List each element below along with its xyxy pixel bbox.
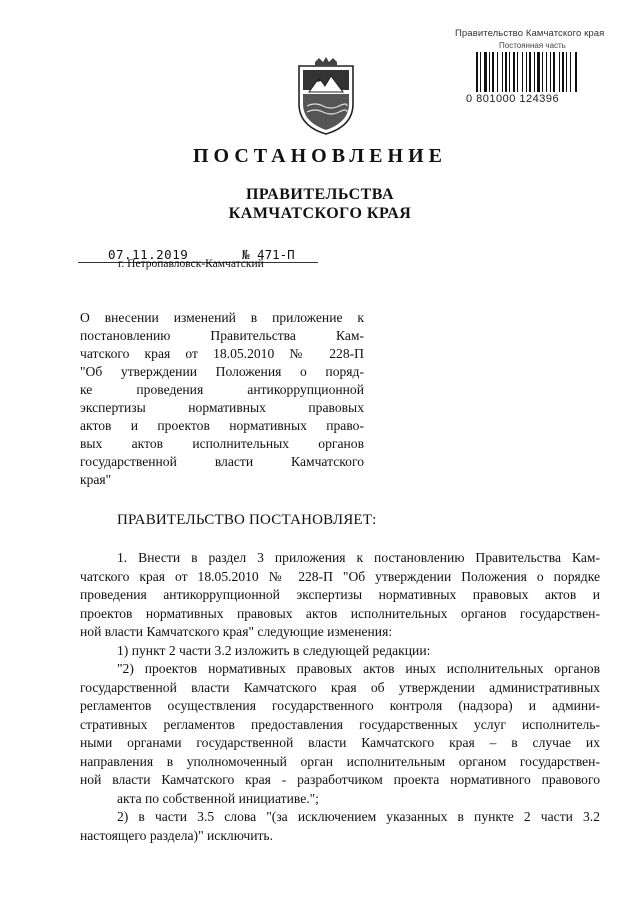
subject-line: постановлению Правительства Кам- [80, 328, 364, 343]
barcode-bar [562, 52, 564, 92]
body-line: чатского края от 18.05.2010 № 228-П "Об утверждении Положения о порядке [80, 568, 600, 584]
subject-block [80, 309, 364, 489]
barcode-bar [513, 52, 515, 92]
document-date: 07.11.2019 [108, 247, 189, 262]
barcode-bar [550, 52, 551, 92]
barcode-bar [546, 52, 547, 92]
barcode-bar [522, 52, 523, 92]
body-line: ными органами государственной власти Камчатского края – в случае их [80, 735, 600, 750]
body-line: 1) пункт 2 части 3.2 изложить в следующей редакции: [117, 642, 431, 658]
barcode-bar [505, 52, 507, 92]
subject-line: актов и проектов нормативных право- [80, 418, 364, 433]
barcode-bar [534, 52, 535, 92]
body-line: регламентов осуществления государственного контроля (надзора) и админи- [80, 698, 600, 713]
resolution-heading: ПРАВИТЕЛЬСТВО ПОСТАНОВЛЯЕТ: [117, 512, 377, 528]
body-line: проектов нормативных правовых актов исполнительных органов государствен- [80, 605, 600, 621]
barcode-number: 0 801000 124396 [466, 93, 560, 105]
body-line: ной власти Камчатского края - разработчиком проекта нормативного правового [80, 772, 600, 787]
stamp-organization: Правительство Камчатского края [455, 28, 605, 39]
barcode [476, 52, 600, 92]
barcode-bar [517, 52, 518, 92]
barcode-bar [492, 52, 494, 92]
barcode-bar [484, 52, 487, 92]
subject-line: чатского края от 18.05.2010 № 228-П [80, 346, 364, 361]
barcode-bar [542, 52, 543, 92]
subject-line: экспертизы нормативных правовых [80, 400, 364, 415]
barcode-bar [526, 52, 527, 92]
issuer-line-1: ПРАВИТЕЛЬСТВА [245, 186, 395, 203]
body-line: ной власти Камчатского края" следующие изменения: [80, 624, 393, 639]
body-line: государственной власти Камчатского края об утверждении административных [80, 679, 600, 695]
subject-line: ке проведения антикоррупционной [80, 382, 364, 397]
subject-line: "Об утверждении Положения о поряд- [80, 364, 364, 379]
subject-line: О внесении изменений в приложение к [80, 310, 364, 325]
barcode-bar [559, 52, 560, 92]
body-line: 1. Внести в раздел 3 приложения к постановлению Правительства Кам- [117, 550, 600, 565]
barcode-bar [476, 52, 478, 92]
document-number: № 471-П [242, 247, 295, 262]
barcode-bar [480, 52, 481, 92]
body-line: "2) проектов нормативных правовых актов иных исполнительных органов [117, 661, 600, 676]
issuer-line-2: КАМЧАТСКОГО КРАЯ [228, 205, 412, 222]
barcode-bar [537, 52, 540, 92]
subject-line: вых актов исполнительных органов [80, 436, 364, 451]
body-text [80, 549, 600, 845]
coat-of-arms-emblem [295, 56, 357, 136]
body-line: стративных регламентов предоставления государственных услуг исполнитель- [80, 716, 600, 732]
body-line: акта по собственной инициативе."; [117, 790, 319, 806]
body-line: настоящего раздела)" исключить. [80, 827, 274, 843]
barcode-bar [570, 52, 571, 92]
barcode-bar [489, 52, 490, 92]
body-line: проведения антикоррупционной экспертизы нормативных правовых актов и [80, 587, 600, 602]
barcode-bar [502, 52, 503, 92]
body-line: 2) в части 3.5 слова "(за исключением указанных в пункте 2 части 3.2 [117, 809, 600, 824]
subject-line: края" [80, 472, 112, 487]
barcode-bar [497, 52, 498, 92]
barcode-bar [566, 52, 567, 92]
subject-line: государственной власти Камчатского [80, 454, 364, 469]
barcode-bar [529, 52, 531, 92]
stamp-subtitle: Постоянная часть [499, 41, 566, 50]
city: г. Петропавловск-Камчатский [118, 258, 264, 270]
body-line: направления в уполномоченный орган исполнительным органом государствен- [80, 753, 600, 769]
barcode-bar [553, 52, 555, 92]
barcode-bar [575, 52, 577, 92]
document-title: ПОСТАНОВЛЕНИЕ [193, 145, 447, 167]
barcode-bar [509, 52, 510, 92]
